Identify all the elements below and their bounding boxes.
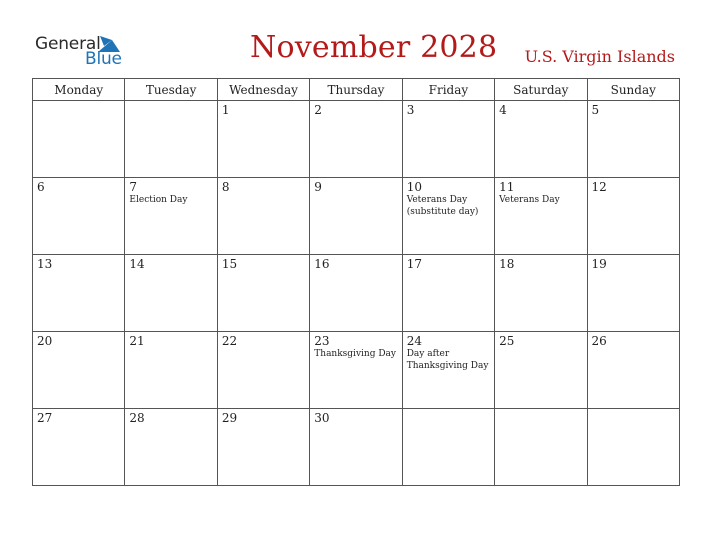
day-number: 18 <box>499 257 515 271</box>
day-cell <box>495 409 587 486</box>
day-number: 1 <box>221 103 230 117</box>
holiday-label: Thanksgiving Day <box>314 349 396 359</box>
holiday-label: Election Day <box>129 195 188 205</box>
week-row <box>33 255 680 332</box>
day-number: 14 <box>129 257 145 271</box>
day-cell <box>310 178 402 255</box>
day-number: 6 <box>37 180 45 194</box>
day-cell <box>33 332 125 409</box>
day-cell <box>402 255 494 332</box>
day-cell <box>587 409 679 486</box>
day-cell <box>217 255 309 332</box>
day-number: 28 <box>129 411 145 425</box>
day-cell <box>33 409 125 486</box>
day-cell <box>495 255 587 332</box>
day-cell <box>310 101 402 178</box>
day-cell <box>33 255 125 332</box>
day-number: 3 <box>406 103 415 117</box>
day-cell <box>125 178 217 255</box>
day-number: 12 <box>591 180 607 194</box>
logo-text-general: General <box>35 34 101 54</box>
day-cell <box>310 255 402 332</box>
day-cell <box>402 409 494 486</box>
day-number: 5 <box>591 103 600 117</box>
day-cell <box>402 178 494 255</box>
day-cell <box>402 332 494 409</box>
day-number: 9 <box>314 180 322 194</box>
weekday-header: Monday <box>33 79 125 101</box>
day-cell <box>217 332 309 409</box>
generalblue-logo <box>35 34 145 74</box>
day-cell <box>587 332 679 409</box>
day-number: 8 <box>221 180 230 194</box>
day-number: 29 <box>221 411 238 425</box>
day-number: 22 <box>221 334 238 348</box>
day-cell <box>33 178 125 255</box>
day-cell <box>125 332 217 409</box>
day-cell <box>310 332 402 409</box>
day-cell <box>125 255 217 332</box>
day-number: 13 <box>37 257 53 271</box>
day-number: 25 <box>499 334 515 348</box>
holiday-label: Thanksgiving Day <box>406 361 489 371</box>
week-row <box>33 101 680 178</box>
day-cell <box>587 101 679 178</box>
calendar-body <box>33 101 680 486</box>
weekday-header: Saturday <box>495 79 587 101</box>
calendar-title: November 2028 <box>250 30 498 65</box>
logo-text-blue: Blue <box>85 49 122 69</box>
day-number: 4 <box>499 103 507 117</box>
weekday-header: Thursday <box>310 79 402 101</box>
day-cell <box>217 178 309 255</box>
day-number: 21 <box>129 334 145 348</box>
day-number: 23 <box>314 334 330 348</box>
holiday-label: Day after <box>406 349 450 359</box>
day-cell <box>495 178 587 255</box>
weekday-header: Wednesday <box>217 79 309 101</box>
day-number: 11 <box>499 180 515 194</box>
day-number: 24 <box>406 334 422 348</box>
day-number: 2 <box>314 103 322 117</box>
day-cell <box>495 332 587 409</box>
day-number: 26 <box>591 334 607 348</box>
week-row <box>33 409 680 486</box>
region-label: U.S. Virgin Islands <box>524 47 675 66</box>
week-row <box>33 332 680 409</box>
day-cell <box>587 178 679 255</box>
day-cell <box>495 101 587 178</box>
day-number: 30 <box>314 411 330 425</box>
week-row <box>33 178 680 255</box>
day-cell <box>125 101 217 178</box>
day-number: 7 <box>129 180 138 194</box>
day-cell <box>587 255 679 332</box>
day-number: 27 <box>37 411 53 425</box>
day-number: 10 <box>406 180 422 194</box>
day-cell <box>125 409 217 486</box>
weekday-header: Friday <box>402 79 494 101</box>
day-cell <box>217 409 309 486</box>
day-number: 19 <box>591 257 607 271</box>
day-cell <box>33 101 125 178</box>
weekday-header-row <box>33 79 680 101</box>
holiday-label: Veterans Day <box>499 195 560 205</box>
day-number: 15 <box>221 257 238 271</box>
day-cell <box>402 101 494 178</box>
day-cell <box>217 101 309 178</box>
day-cell <box>310 409 402 486</box>
day-number: 16 <box>314 257 330 271</box>
day-number: 17 <box>406 257 422 271</box>
weekday-header: Sunday <box>587 79 679 101</box>
calendar-grid <box>32 78 680 486</box>
day-number: 20 <box>37 334 53 348</box>
holiday-label: (substitute day) <box>406 207 479 217</box>
holiday-label: Veterans Day <box>406 195 468 205</box>
weekday-header: Tuesday <box>125 79 217 101</box>
